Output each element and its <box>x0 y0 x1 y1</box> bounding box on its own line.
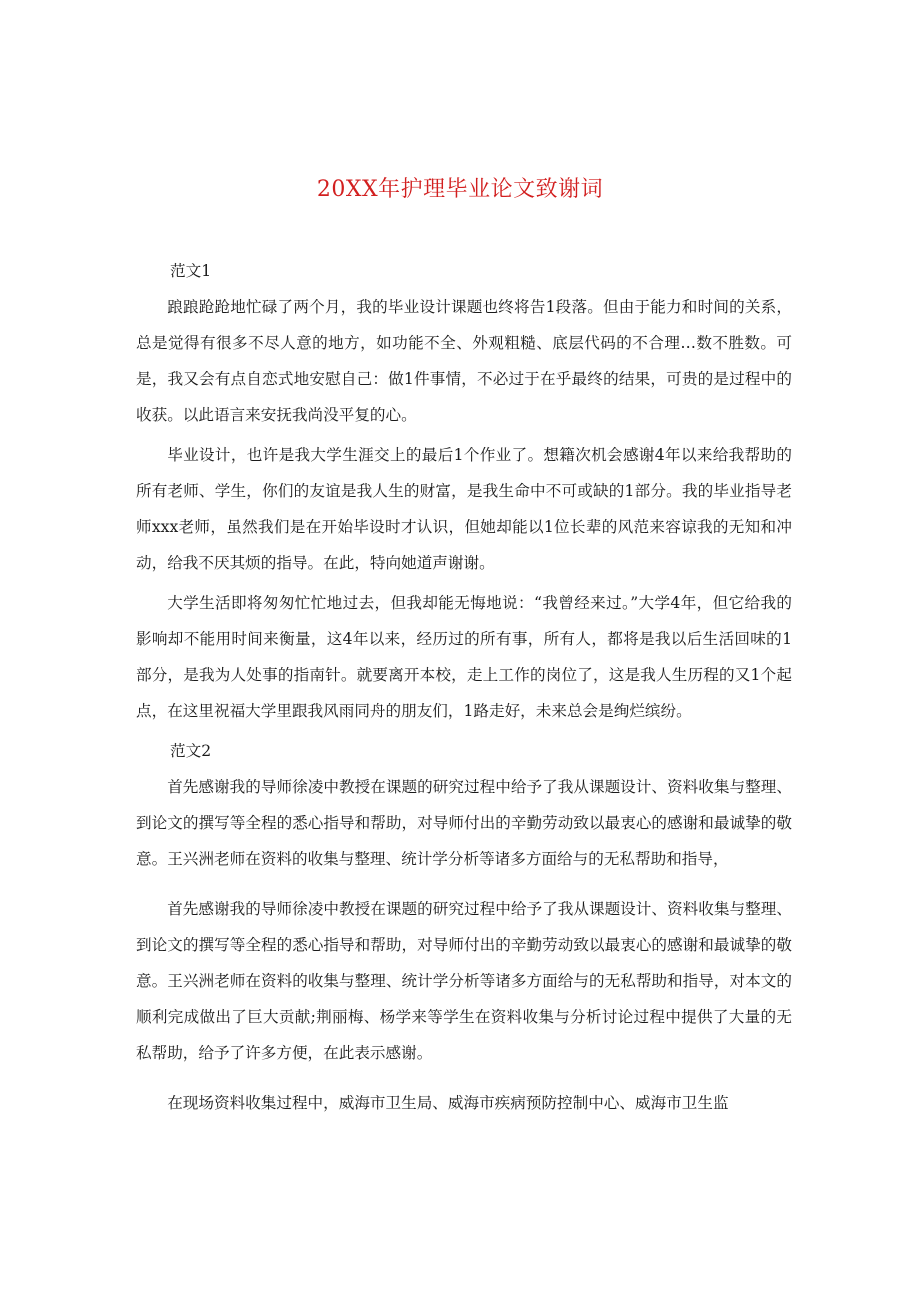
paragraph: 毕业设计，也许是我大学生涯交上的最后1个作业了。想籍次机会感谢4年以来给我帮助的所有老师、学生，你们的友谊是我人生的财富，是我生命中不可或缺的1部分。我的毕业指导老师xxx老师，虽然我们是在开始毕设时才认识，但她却能以1位长辈的风范来容谅我的无知和冲动，给我不厌其烦的指导。在此，特向她道声谢谢。 <box>136 446 792 572</box>
section-label-2: 范文2 <box>170 742 212 760</box>
paragraph: 首先感谢我的导师徐凌中教授在课题的研究过程中给予了我从课题设计、资料收集与整理、到论文的撰写等全程的悉心指导和帮助，对导师付出的辛勤劳动致以最衷心的感谢和最诚挚的敬意。王兴洲老师在资料的收集与整理、统计学分析等诸多方面给与的无私帮助和指导， <box>136 778 792 868</box>
document-title: 20XX年护理毕业论文致谢词 <box>316 177 604 202</box>
paragraph: 大学生活即将匆匆忙忙地过去，但我却能无悔地说：“我曾经来过。”大学4年，但它给我的影响却不能用时间来衡量，这4年以来，经历过的所有事，所有人，都将是我以后生活回味的1部分，是我为人处事的指南针。就要离开本校，走上工作的岗位了，这是我人生历程的又1个起点，在这里祝福大学里跟我风雨同舟的朋友们，1路走好，未来总会是绚烂缤纷。 <box>136 594 792 720</box>
paragraph: 踉踉跄跄地忙碌了两个月，我的毕业设计课题也终将告1段落。但由于能力和时间的关系，总是觉得有很多不尽人意的地方，如功能不全、外观粗糙、底层代码的不合理…数不胜数。可是，我又会有点自恋式地安慰自己：做1件事情，不必过于在乎最终的结果，可贵的是过程中的收获。以此语言来安抚我尚没平复的心。 <box>136 298 792 424</box>
paragraph: 首先感谢我的导师徐凌中教授在课题的研究过程中给予了我从课题设计、资料收集与整理、到论文的撰写等全程的悉心指导和帮助，对导师付出的辛勤劳动致以最衷心的感谢和最诚挚的敬意。王兴洲老师在资料的收集与整理、统计学分析等诸多方面给与的无私帮助和指导，对本文的顺利完成做出了巨大贡献;荆丽梅、杨学来等学生在资料收集与分析讨论过程中提供了大量的无私帮助，给予了许多方便，在此表示感谢。 <box>136 900 792 1062</box>
document-body <box>136 253 792 1125</box>
paragraph: 在现场资料收集过程中，威海市卫生局、威海市疾病预防控制中心、威海市卫生监 <box>167 1094 729 1112</box>
section-label-1: 范文1 <box>170 262 212 280</box>
